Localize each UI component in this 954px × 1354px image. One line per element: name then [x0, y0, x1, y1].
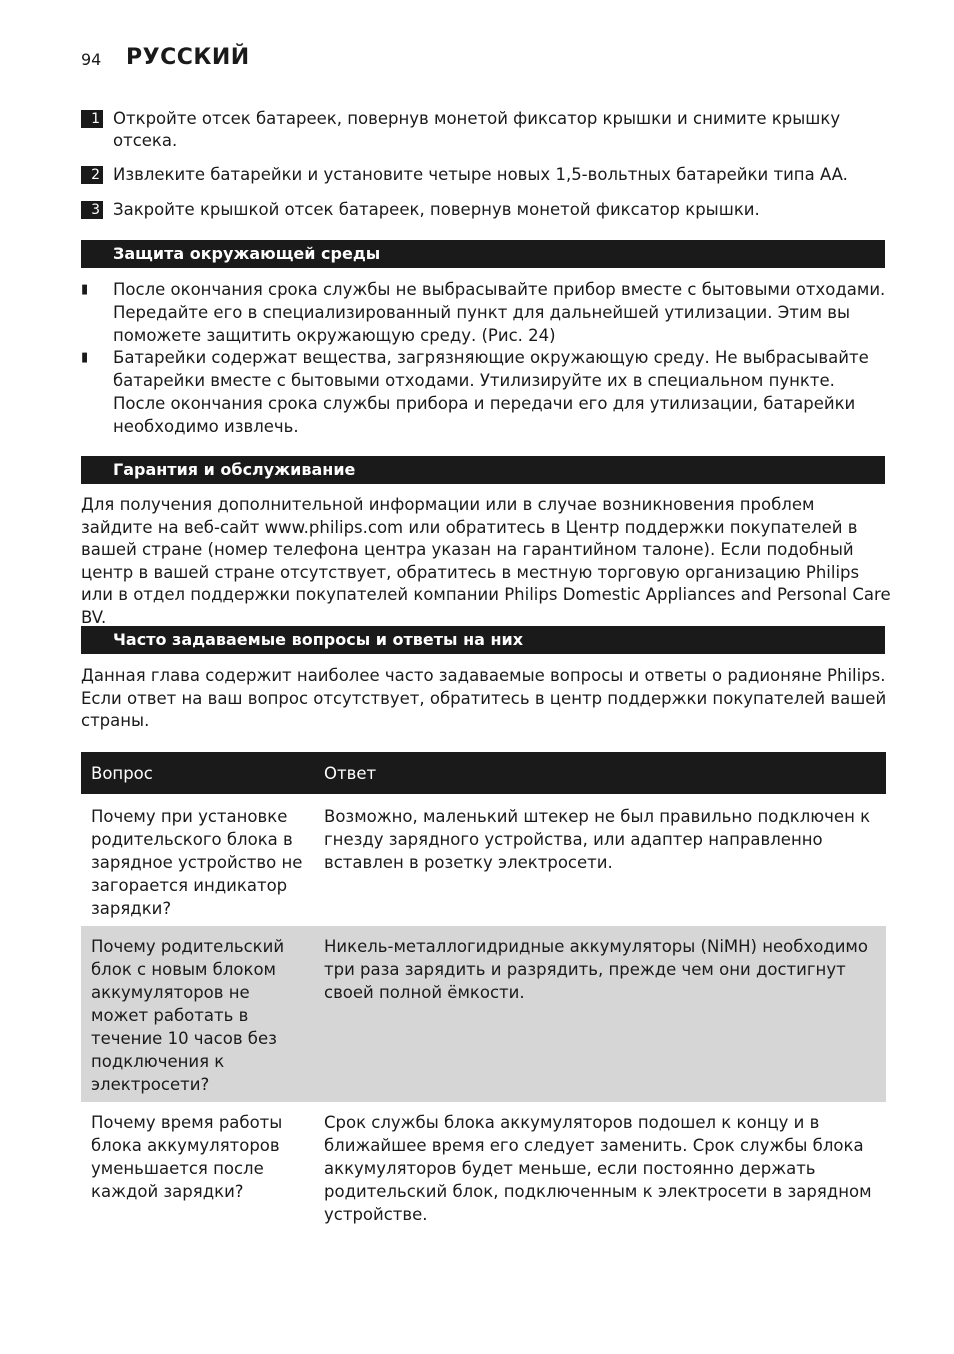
faq-intro: Данная глава содержит наиболее часто задаваемые вопросы и ответы о радионяне Philips. Если ответ на ваш вопрос отсутствует, обратитесь в центр поддержки покупателей вашей страны.	[81, 666, 887, 730]
step-item	[81, 199, 887, 221]
column-header-answer: Ответ	[314, 752, 886, 794]
section-heading-environment: Защита окружающей среды	[81, 240, 885, 268]
step-text: Закройте крышкой отсек батареек, повернув монетой фиксатор крышки.	[113, 200, 760, 219]
bullet-icon: ▮	[81, 350, 89, 365]
warranty-paragraph	[81, 494, 891, 629]
step-number: 3	[81, 201, 103, 219]
question-cell: Почему время работы блока аккумуляторов уменьшается после каждой зарядки?	[91, 1113, 283, 1201]
warranty-text: Для получения дополнительной информации или в случае возникновения проблем зайдите на веб-сайт	[81, 495, 815, 537]
table-row	[81, 794, 886, 926]
table-row	[81, 926, 886, 1102]
list-item	[81, 346, 887, 438]
list-item	[81, 278, 887, 347]
faq-table	[81, 752, 886, 1226]
step-text: Извлеките батарейки и установите четыре новых 1,5-вольтных батарейки типа AA.	[113, 165, 848, 184]
philips-website-link[interactable]: www.philips.com	[264, 517, 404, 537]
column-header-question: Вопрос	[81, 752, 314, 794]
answer-cell: Срок службы блока аккумуляторов подошел к концу и в ближайшее время его следует заменить. Срок службы блока аккумуляторов будет меньше, если постоянно держать родительский блок, подключенным к электросети в зарядном устройстве.	[324, 1113, 872, 1224]
bullet-icon: ▮	[81, 282, 89, 297]
section-heading-warranty: Гарантия и обслуживание	[81, 456, 885, 484]
question-cell: Почему родительский блок с новым блоком аккумуляторов не может работать в течение 10 часов без подключения к электросети?	[81, 926, 314, 1102]
step-text: Откройте отсек батареек, повернув монетой фиксатор крышки и снимите крышку отсека.	[113, 109, 841, 150]
step-number: 2	[81, 166, 103, 184]
bullet-text: Батарейки содержат вещества, загрязняющие окружающую среду. Не выбрасывайте батарейки вместе с бытовыми отходами. Утилизируйте их в специальном пункте. После окончания срока службы прибора и передачи его для утилизации, батарейки необходимо извлечь.	[113, 348, 869, 436]
table-header-row	[81, 752, 886, 794]
answer-cell: Никель-металлогидридные аккумуляторы (NiMH) необходимо три раза зарядить и разрядить, прежде чем они достигнут своей полной ёмкости.	[314, 926, 886, 1102]
table-row	[81, 1102, 886, 1226]
bullet-text: После окончания срока службы не выбрасывайте прибор вместе с бытовыми отходами. Передайте его в специализированный пункт для дальнейшей утилизации. Этим вы поможете защитить окружающую среду. (Рис. 24)	[113, 280, 886, 345]
step-item	[81, 164, 887, 186]
answer-cell: Возможно, маленький штекер не был правильно подключен к гнезду зарядного устройства, или адаптер направленно вставлен в розетку электросети.	[324, 807, 871, 872]
step-number: 1	[81, 110, 103, 128]
step-item	[81, 108, 887, 152]
section-heading-faq: Часто задаваемые вопросы и ответы на них	[81, 626, 885, 654]
warranty-text: или обратитесь в Центр поддержки покупателей в вашей стране (номер телефона центра указан на гарантийном талоне). Если подобный центр в вашей стране отсутствует, обратитесь в местную торговую организацию Philips или в отдел поддержки покупателей компании Philips Domestic Appliances and Personal Care BV.	[81, 517, 891, 627]
question-cell: Почему при установке родительского блока в зарядное устройство не загорается индикатор зарядки?	[91, 807, 303, 918]
page-number: 94	[81, 50, 102, 69]
page-title: РУССКИЙ	[126, 45, 250, 70]
